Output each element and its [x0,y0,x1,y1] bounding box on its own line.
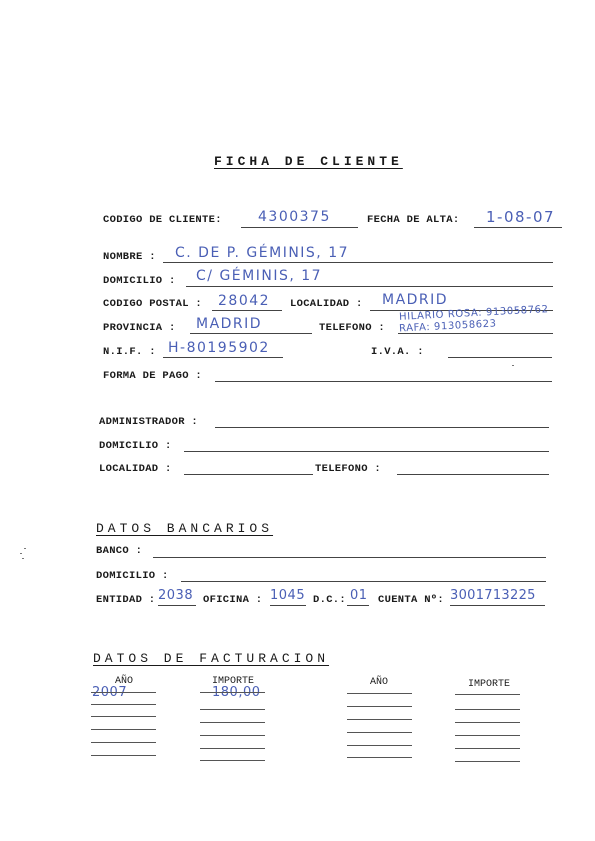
entidad-line [158,605,196,606]
oficina-line [270,605,306,606]
localidad-label: LOCALIDAD : [290,298,363,310]
forma-pago-line[interactable] [215,381,552,382]
billing-line-ano-2-3[interactable] [347,719,412,720]
codigo-postal-value: 28042 [218,293,271,309]
nombre-label: NOMBRE : [103,251,156,263]
nombre-line [163,262,553,263]
localidad-value: MADRID [382,292,449,308]
billing-line-importe-2-1[interactable] [455,694,520,695]
billing-line-importe-2-2[interactable] [455,709,520,710]
provincia-label: PROVINCIA : [103,322,176,334]
billing-line-importe-1-4[interactable] [200,735,265,736]
billing-line-importe-1-2[interactable] [200,709,265,710]
domicilio-label: DOMICILIO : [103,275,176,287]
telefono-value-2: RAFA: 913058623 [398,318,497,335]
admin-localidad-line[interactable] [184,474,313,475]
bank-domicilio-line[interactable] [181,581,546,582]
codigo-postal-line [212,310,282,311]
billing-line-ano-1-6[interactable] [91,755,156,756]
row1-importe-value: 180,00 [212,685,261,700]
billing-line-importe-1-5[interactable] [200,748,265,749]
codigo-cliente-label: CODIGO DE CLIENTE: [103,214,222,226]
domicilio-value: C/ GÉMINIS, 17 [196,268,323,284]
fecha-alta-value: 1-08-07 [486,208,556,226]
admin-telefono-label: TELEFONO : [315,463,382,475]
cuenta-line [450,605,545,606]
col-importe-2: IMPORTE [467,679,510,690]
bank-domicilio-label: DOMICILIO : [96,570,169,582]
billing-line-ano-1-1[interactable] [91,692,156,693]
fecha-alta-label: FECHA DE ALTA: [367,214,460,226]
billing-line-ano-1-5[interactable] [91,742,156,743]
scan-speck [24,548,26,549]
provincia-line [190,333,312,334]
billing-line-ano-1-3[interactable] [91,716,156,717]
forma-pago-label: FORMA DE PAGO : [103,370,203,382]
nif-label: N.I.F. : [103,346,156,358]
billing-line-ano-2-1[interactable] [347,693,412,694]
scan-speck [20,553,22,554]
banco-label: BANCO : [96,545,143,557]
row1-ano-value: 2007 [92,685,128,700]
billing-heading: DATOS DE FACTURACION [93,651,330,666]
scan-speck [512,365,514,366]
nombre-value: C. DE P. GÉMINIS, 17 [175,245,350,261]
telefono-value-1: HILARIO ROSA: 913058762 [398,304,549,323]
billing-line-ano-2-6[interactable] [347,757,412,758]
nif-value: H-80195902 [168,340,270,356]
banco-line[interactable] [153,557,546,558]
admin-telefono-line[interactable] [397,474,549,475]
billing-line-ano-1-4[interactable] [91,729,156,730]
codigo-postal-label: CODIGO POSTAL : [103,298,203,310]
col-ano-2: AÑO [369,677,388,688]
form-title: FICHA DE CLIENTE [214,154,403,169]
iva-label: I.V.A. : [371,346,424,358]
nif-line [163,357,283,358]
billing-line-importe-1-6[interactable] [200,760,265,761]
oficina-value: 1045 [270,588,306,603]
administrador-line[interactable] [215,427,549,428]
billing-line-ano-2-4[interactable] [347,732,412,733]
dc-value: 01 [350,588,368,603]
codigo-cliente-line [241,227,358,228]
administrador-label: ADMINISTRADOR : [99,416,199,428]
billing-line-importe-2-4[interactable] [455,735,520,736]
admin-localidad-label: LOCALIDAD : [99,463,172,475]
billing-line-importe-1-1[interactable] [200,692,265,693]
entidad-label: ENTIDAD : [96,594,156,606]
domicilio-line [186,286,553,287]
iva-line[interactable] [448,357,552,358]
codigo-cliente-value: 4300375 [258,209,331,225]
cuenta-label: CUENTA Nº: [378,594,445,606]
dc-line [347,605,369,606]
cuenta-value: 3001713225 [450,588,536,603]
fecha-alta-line [474,227,562,228]
billing-line-ano-2-5[interactable] [347,745,412,746]
telefono-label: TELEFONO : [319,322,386,334]
entidad-value: 2038 [158,588,194,603]
admin-domicilio-line[interactable] [184,451,549,452]
billing-line-ano-2-2[interactable] [347,706,412,707]
oficina-label: OFICINA : [203,594,263,606]
scan-speck [22,558,24,559]
admin-domicilio-label: DOMICILIO : [99,440,172,452]
billing-line-importe-2-3[interactable] [455,722,520,723]
billing-line-ano-1-2[interactable] [91,704,156,705]
bank-heading: DATOS BANCARIOS [96,521,274,536]
dc-label: D.C.: [313,594,347,606]
billing-line-importe-1-3[interactable] [200,722,265,723]
provincia-value: MADRID [196,316,263,332]
col-ano-1: AÑO [114,676,133,687]
col-importe-1: IMPORTE [211,676,254,687]
billing-line-importe-2-6[interactable] [455,761,520,762]
billing-line-importe-2-5[interactable] [455,748,520,749]
